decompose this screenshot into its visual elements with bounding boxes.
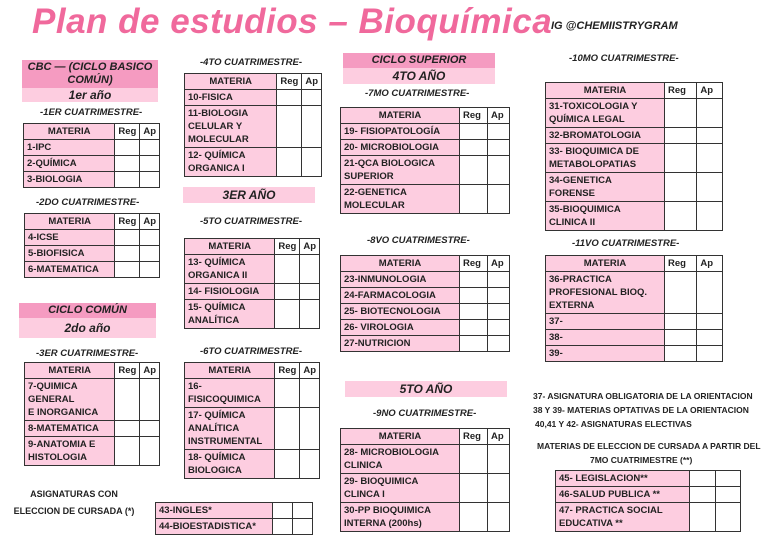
semester-9-table [340, 428, 510, 532]
reg-checkbox-cell[interactable] [690, 503, 716, 532]
subject-row [341, 124, 510, 140]
ap-checkbox-cell[interactable] [487, 140, 509, 156]
subject-name: 1-IPC [24, 140, 115, 156]
subject-name: 13- QUÍMICA ORGANICA II [185, 255, 275, 284]
subject-name: 23-INMUNOLOGIA [341, 272, 460, 288]
subject-name: 30-PP BIOQUIMICA INTERNA (200hs) [341, 503, 460, 532]
header-materia: MATERIA [185, 74, 277, 90]
ap-checkbox-cell[interactable] [140, 246, 160, 262]
subject-name: 39- [546, 346, 665, 362]
reg-checkbox-cell[interactable] [115, 262, 140, 278]
ap-checkbox-cell[interactable] [302, 106, 322, 148]
header-row [185, 363, 320, 379]
subject-row [341, 503, 510, 532]
semester-10-heading: -10MO CUATRIMESTRE- [569, 53, 679, 64]
semester-5-table [184, 238, 320, 329]
header-ap: Ap [140, 214, 160, 230]
header-ap: Ap [487, 108, 509, 124]
subject-row [341, 272, 510, 288]
header-materia: MATERIA [546, 256, 665, 272]
header-reg: Reg [115, 124, 140, 140]
semester-7-table [340, 107, 510, 214]
subject-row [341, 156, 510, 185]
subject-row [556, 487, 741, 503]
subject-name: 2-QUÍMICA [24, 156, 115, 172]
semester-1-table [23, 123, 160, 188]
header-ap: Ap [300, 239, 320, 255]
header-ap: Ap [697, 256, 723, 272]
subject-row [341, 304, 510, 320]
subject-row [25, 421, 160, 437]
reg-checkbox-cell[interactable] [665, 272, 697, 314]
subject-row [24, 172, 160, 188]
semester-11-table [545, 255, 723, 362]
electivas-2-label-1: MATERIAS DE ELECCION DE CURSADA A PARTIR DEL [537, 441, 761, 451]
header-row [25, 214, 160, 230]
subject-name: 38- [546, 330, 665, 346]
ap-checkbox-cell[interactable] [697, 272, 723, 314]
ap-checkbox-cell[interactable] [487, 336, 509, 352]
subject-name: 37- [546, 314, 665, 330]
header-reg: Reg [665, 83, 697, 99]
reg-checkbox-cell[interactable] [275, 450, 300, 479]
header-reg: Reg [460, 108, 488, 124]
ap-checkbox-cell[interactable] [697, 202, 723, 231]
subject-name: 43-INGLES* [156, 503, 273, 519]
subject-name: 3-BIOLOGIA [24, 172, 115, 188]
subject-name: 27-NUTRICION [341, 336, 460, 352]
reg-checkbox-cell[interactable] [460, 336, 488, 352]
reg-checkbox-cell[interactable] [115, 230, 140, 246]
reg-checkbox-cell[interactable] [460, 185, 488, 214]
semester-9-heading: -9NO CUATRIMESTRE- [373, 408, 477, 419]
subject-row [341, 140, 510, 156]
reg-checkbox-cell[interactable] [115, 421, 140, 437]
ap-checkbox-cell[interactable] [140, 140, 160, 156]
ap-checkbox-cell[interactable] [487, 156, 509, 185]
header-reg: Reg [275, 363, 300, 379]
subject-name: 36-PRACTICA PROFESIONAL BIOQ. EXTERNA [546, 272, 665, 314]
ap-checkbox-cell[interactable] [487, 288, 509, 304]
subject-name: 9-ANATOMIA E HISTOLOGIA [25, 437, 115, 466]
header-ap: Ap [487, 256, 509, 272]
header-ap: Ap [140, 363, 160, 379]
reg-checkbox-cell[interactable] [277, 106, 302, 148]
subject-row [185, 300, 320, 329]
semester-11-heading: -11VO CUATRIMESTRE- [572, 238, 680, 249]
reg-checkbox-cell[interactable] [460, 272, 488, 288]
ap-checkbox-cell[interactable] [140, 230, 160, 246]
year-5-box: 5TO AÑO [345, 381, 507, 397]
header-row [341, 429, 510, 445]
subject-row [156, 503, 313, 519]
header-ap: Ap [302, 74, 322, 90]
ap-checkbox-cell[interactable] [487, 474, 509, 503]
reg-checkbox-cell[interactable] [665, 314, 697, 330]
subject-row [24, 140, 160, 156]
subject-name: 34-GENETICA FORENSE [546, 173, 665, 202]
header-reg: Reg [275, 239, 300, 255]
ap-checkbox-cell[interactable] [487, 320, 509, 336]
reg-checkbox-cell[interactable] [460, 320, 488, 336]
subject-row [546, 272, 723, 314]
ap-checkbox-cell[interactable] [487, 124, 509, 140]
subject-name: 15- QUÍMICA ANALÍTICA [185, 300, 275, 329]
header-reg: Reg [460, 256, 488, 272]
cbc-title: CBC — (CICLO BASICO COMÚN) [22, 60, 158, 88]
reg-checkbox-cell[interactable] [690, 471, 716, 487]
header-row [341, 256, 510, 272]
header-ap: Ap [140, 124, 160, 140]
ap-checkbox-cell[interactable] [697, 173, 723, 202]
semester-8-table [340, 255, 510, 352]
header-reg: Reg [277, 74, 302, 90]
reg-checkbox-cell[interactable] [665, 144, 697, 173]
electivas-label: ASIGNATURAS CON ELECCION DE CURSADA (*) [13, 489, 135, 516]
header-materia: MATERIA [341, 429, 460, 445]
ap-checkbox-cell[interactable] [715, 503, 741, 532]
reg-checkbox-cell[interactable] [115, 437, 140, 466]
subject-row [185, 90, 322, 106]
reg-checkbox-cell[interactable] [460, 304, 488, 320]
subject-row [546, 173, 723, 202]
subject-name: 24-FARMACOLOGIA [341, 288, 460, 304]
ap-checkbox-cell[interactable] [300, 408, 320, 450]
header-row [546, 256, 723, 272]
ap-checkbox-cell[interactable] [697, 346, 723, 362]
reg-checkbox-cell[interactable] [115, 172, 140, 188]
ciclo-superior-box [343, 53, 495, 84]
header-row [24, 124, 160, 140]
header-reg: Reg [115, 214, 140, 230]
semester-10-table [545, 82, 723, 231]
header-row [546, 83, 723, 99]
semester-5-heading: -5TO CUATRIMESTRE- [200, 216, 303, 227]
semester-6-table [184, 362, 320, 479]
reg-checkbox-cell[interactable] [460, 503, 488, 532]
subject-name: 33- BIOQUIMICA DE METABOLOPATIAS [546, 144, 665, 173]
subject-name: 26- VIROLOGIA [341, 320, 460, 336]
reg-checkbox-cell[interactable] [275, 408, 300, 450]
reg-checkbox-cell[interactable] [115, 140, 140, 156]
reg-checkbox-cell[interactable] [665, 202, 697, 231]
ap-checkbox-cell[interactable] [697, 314, 723, 330]
cbc-year: 1er año [22, 88, 158, 102]
semester-3-heading: -3ER CUATRIMESTRE- [36, 348, 139, 359]
page-title: Plan de estudios – Bioquímica [32, 2, 553, 41]
reg-checkbox-cell[interactable] [115, 156, 140, 172]
header-row [185, 239, 320, 255]
semester-8-heading: -8VO CUATRIMESTRE- [367, 235, 470, 246]
reg-checkbox-cell[interactable] [665, 330, 697, 346]
ap-checkbox-cell[interactable] [140, 156, 160, 172]
ap-checkbox-cell[interactable] [487, 503, 509, 532]
semester-4-table [184, 73, 322, 177]
reg-checkbox-cell[interactable] [690, 487, 716, 503]
header-materia: MATERIA [341, 108, 460, 124]
subject-row [25, 437, 160, 466]
subject-name: 31-TOXICOLOGIA Y QUÍMICA LEGAL [546, 99, 665, 128]
semester-2-table [24, 213, 160, 278]
header-materia: MATERIA [185, 363, 275, 379]
header-materia: MATERIA [185, 239, 275, 255]
year-3-box: 3ER AÑO [183, 187, 315, 203]
ap-checkbox-cell[interactable] [140, 421, 160, 437]
ap-checkbox-cell[interactable] [140, 437, 160, 466]
subject-name: 18- QUÍMICA BIOLOGICA [185, 450, 275, 479]
ap-checkbox-cell[interactable] [697, 99, 723, 128]
ciclo-comun-box [19, 303, 156, 338]
header-row [185, 74, 322, 90]
subject-row [546, 330, 723, 346]
subject-name: 32-BROMATOLOGIA [546, 128, 665, 144]
reg-checkbox-cell[interactable] [275, 255, 300, 284]
header-materia: MATERIA [24, 124, 115, 140]
ap-checkbox-cell[interactable] [302, 148, 322, 177]
ap-checkbox-cell[interactable] [300, 255, 320, 284]
subject-row [556, 503, 741, 532]
ciclo-superior-title: CICLO SUPERIOR [343, 53, 495, 68]
header-materia: MATERIA [546, 83, 665, 99]
subject-name: 7-QUIMICA GENERAL E INORGANICA [25, 379, 115, 421]
subject-row [546, 128, 723, 144]
subject-name: 21-QCA BIOLOGICA SUPERIOR [341, 156, 460, 185]
semester-1-heading: -1ER CUATRIMESTRE- [40, 107, 143, 118]
subject-row [25, 379, 160, 421]
header-materia: MATERIA [25, 214, 115, 230]
subject-row [341, 185, 510, 214]
subject-name: 17- QUÍMICA ANALÍTICA INSTRUMENTAL [185, 408, 275, 450]
subject-name: 11-BIOLOGIA CELULAR Y MOLECULAR [185, 106, 277, 148]
ap-checkbox-cell[interactable] [302, 90, 322, 106]
ap-checkbox-cell[interactable] [697, 330, 723, 346]
ciclo-superior-year: 4TO AÑO [343, 68, 495, 84]
subject-row [24, 156, 160, 172]
subject-row [185, 148, 322, 177]
subject-row [185, 284, 320, 300]
electivas-table [155, 502, 313, 535]
subject-name: 19- FISIOPATOLOGÍA [341, 124, 460, 140]
ap-checkbox-cell[interactable] [293, 519, 313, 535]
subject-row [546, 99, 723, 128]
subject-name: 22-GENETICA MOLECULAR [341, 185, 460, 214]
note-2: 38 Y 39- MATERIAS OPTATIVAS DE LA ORIENTACION [533, 405, 749, 415]
subject-row [185, 408, 320, 450]
header-ap: Ap [300, 363, 320, 379]
subject-row [341, 320, 510, 336]
subject-name: 29- BIOQUIMICA CLINCA I [341, 474, 460, 503]
ciclo-comun-title: CICLO COMÚN [19, 303, 156, 318]
ap-checkbox-cell[interactable] [140, 172, 160, 188]
ap-checkbox-cell[interactable] [293, 503, 313, 519]
subject-name: 16- FISICOQUIMICA [185, 379, 275, 408]
subject-name: 20- MICROBIOLOGIA [341, 140, 460, 156]
subject-row [185, 255, 320, 284]
reg-checkbox-cell[interactable] [275, 284, 300, 300]
header-materia: MATERIA [25, 363, 115, 379]
subject-name: 5-BIOFISICA [25, 246, 115, 262]
header-reg: Reg [665, 256, 697, 272]
ap-checkbox-cell[interactable] [300, 379, 320, 408]
semester-2-heading: -2DO CUATRIMESTRE- [36, 197, 140, 208]
subject-row [546, 346, 723, 362]
ap-checkbox-cell[interactable] [715, 487, 741, 503]
subject-row [25, 262, 160, 278]
semester-6-heading: -6TO CUATRIMESTRE- [200, 346, 303, 357]
note-1: 37- ASIGNATURA OBLIGATORIA DE LA ORIENTACION [533, 391, 753, 401]
subject-name: 47- PRACTICA SOCIAL EDUCATIVA ** [556, 503, 690, 532]
subject-row [156, 519, 313, 535]
ap-checkbox-cell[interactable] [140, 262, 160, 278]
header-materia: MATERIA [341, 256, 460, 272]
subject-name: 25- BIOTECNOLOGIA [341, 304, 460, 320]
ap-checkbox-cell[interactable] [487, 445, 509, 474]
subject-name: 12- QUÍMICA ORGANICA I [185, 148, 277, 177]
electivas-2-label-2: 7MO CUATRIMESTRE (**) [590, 455, 693, 465]
subject-row [556, 471, 741, 487]
reg-checkbox-cell[interactable] [460, 140, 488, 156]
reg-checkbox-cell[interactable] [115, 246, 140, 262]
subject-name: 46-SALUD PUBLICA ** [556, 487, 690, 503]
ap-checkbox-cell[interactable] [300, 450, 320, 479]
subject-row [341, 474, 510, 503]
reg-checkbox-cell[interactable] [460, 445, 488, 474]
semester-3-table [24, 362, 160, 466]
subject-name: 8-MATEMATICA [25, 421, 115, 437]
subject-row [341, 336, 510, 352]
subject-name: 6-MATEMATICA [25, 262, 115, 278]
reg-checkbox-cell[interactable] [665, 346, 697, 362]
subject-row [25, 246, 160, 262]
reg-checkbox-cell[interactable] [275, 379, 300, 408]
reg-checkbox-cell[interactable] [460, 156, 488, 185]
semester-4-heading: -4TO CUATRIMESTRE- [200, 57, 303, 68]
reg-checkbox-cell[interactable] [665, 99, 697, 128]
ap-checkbox-cell[interactable] [697, 128, 723, 144]
subject-name: 14- FISIOLOGIA [185, 284, 275, 300]
reg-checkbox-cell[interactable] [275, 300, 300, 329]
ap-checkbox-cell[interactable] [487, 304, 509, 320]
header-ap: Ap [697, 83, 723, 99]
subject-name: 35-BIOQUIMICA CLINICA II [546, 202, 665, 231]
header-reg: Reg [460, 429, 488, 445]
cbc-box [22, 60, 158, 102]
reg-checkbox-cell[interactable] [665, 173, 697, 202]
reg-checkbox-cell[interactable] [277, 148, 302, 177]
subject-row [546, 314, 723, 330]
subject-name: 10-FISICA [185, 90, 277, 106]
ap-checkbox-cell[interactable] [487, 272, 509, 288]
subject-row [341, 445, 510, 474]
subject-name: 44-BIOESTADISTICA* [156, 519, 273, 535]
subject-name: 45- LEGISLACION** [556, 471, 690, 487]
subject-name: 28- MICROBIOLOGIA CLINICA [341, 445, 460, 474]
reg-checkbox-cell[interactable] [460, 474, 488, 503]
ap-checkbox-cell[interactable] [300, 300, 320, 329]
header-row [341, 108, 510, 124]
reg-checkbox-cell[interactable] [460, 124, 488, 140]
ap-checkbox-cell[interactable] [487, 185, 509, 214]
subject-row [185, 106, 322, 148]
subject-row [546, 144, 723, 173]
subject-name: 4-ICSE [25, 230, 115, 246]
reg-checkbox-cell[interactable] [277, 90, 302, 106]
subject-row [25, 230, 160, 246]
reg-checkbox-cell[interactable] [273, 503, 293, 519]
header-row [25, 363, 160, 379]
ap-checkbox-cell[interactable] [300, 284, 320, 300]
ap-checkbox-cell[interactable] [715, 471, 741, 487]
ap-checkbox-cell[interactable] [140, 379, 160, 421]
reg-checkbox-cell[interactable] [115, 379, 140, 421]
ciclo-comun-year: 2do año [19, 318, 156, 338]
header-ap: Ap [487, 429, 509, 445]
electivas-2-table [555, 470, 741, 532]
header-reg: Reg [115, 363, 140, 379]
subject-row [546, 202, 723, 231]
reg-checkbox-cell[interactable] [460, 288, 488, 304]
instagram-handle: IG @CHEMIISTRYGRAM [551, 20, 678, 32]
reg-checkbox-cell[interactable] [665, 128, 697, 144]
reg-checkbox-cell[interactable] [273, 519, 293, 535]
subject-row [185, 450, 320, 479]
ap-checkbox-cell[interactable] [697, 144, 723, 173]
subject-row [185, 379, 320, 408]
note-3: 40,41 Y 42- ASIGNATURAS ELECTIVAS [535, 419, 692, 429]
semester-7-heading: -7MO CUATRIMESTRE- [365, 88, 470, 99]
subject-row [341, 288, 510, 304]
